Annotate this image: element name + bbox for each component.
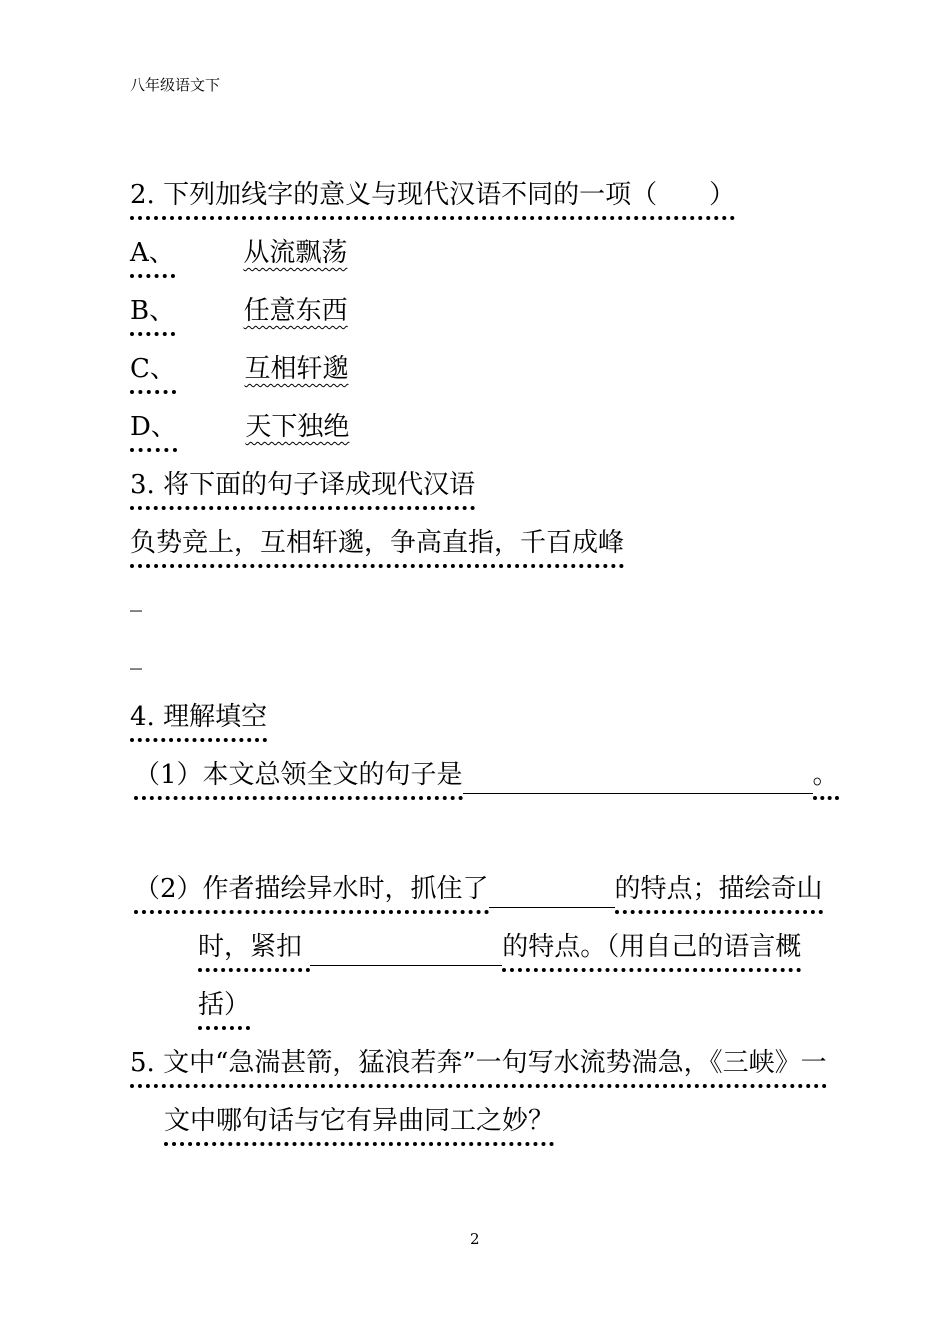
question-2-text: 2. 下列加线字的意义与现代汉语不同的一项（ ） — [130, 180, 735, 220]
question-4-text: 4. 理解填空 — [130, 702, 267, 742]
question-4-part-2-line-1 — [134, 872, 823, 908]
part-2-prompt-1: （2）作者描绘异水时，抓住了 — [134, 874, 489, 914]
part-1-period: 。 — [813, 760, 839, 800]
page-header: 八年级语文下 — [130, 76, 221, 94]
question-5-line-2 — [164, 1104, 554, 1138]
option-b — [130, 294, 348, 328]
part-2-mountain-blank[interactable] — [310, 939, 502, 966]
question-5-text-1: 5. 文中“急湍甚箭，猛浪若奔”一句写水流势湍急，《三峡》一 — [130, 1048, 827, 1088]
option-c-label: C、 — [130, 354, 176, 394]
question-4-part-2-line-2 — [198, 930, 801, 966]
part-2-prompt-2: 的特点；描绘奇山 — [615, 874, 823, 914]
question-2-stem — [130, 178, 735, 212]
option-a — [130, 236, 347, 270]
question-5-text-2: 文中哪句话与它有异曲同工之妙？ — [164, 1106, 554, 1146]
question-5-line-1 — [130, 1046, 827, 1080]
option-a-label: A、 — [130, 238, 175, 278]
classical-sentence: 负势竞上，互相轩邈，争高直指，千百成峰 — [130, 528, 624, 568]
option-d-text: 天下独绝 — [245, 412, 350, 442]
question-4-part-2-line-3 — [198, 988, 250, 1022]
question-3-text: 3. 将下面的句子译成现代汉语 — [130, 470, 475, 510]
part-1-answer-blank[interactable] — [463, 767, 813, 794]
part-2-prompt-5: 括） — [198, 990, 250, 1030]
answer-mark-1: _ — [130, 584, 142, 612]
part-1-prompt: （1）本文总领全文的句子是 — [134, 760, 463, 800]
option-d — [130, 410, 349, 444]
question-3-stem — [130, 468, 475, 502]
question-3-sentence — [130, 526, 624, 560]
option-d-label: D、 — [130, 412, 177, 452]
question-4-stem — [130, 700, 267, 734]
answer-mark-2: _ — [130, 642, 142, 670]
part-2-prompt-4: 的特点。（用自己的语言概 — [502, 932, 801, 972]
option-c — [130, 352, 348, 386]
part-2-prompt-3: 时，紧扣 — [198, 932, 310, 972]
option-b-text: 任意东西 — [243, 296, 348, 326]
question-4-part-1 — [134, 758, 839, 794]
part-2-water-blank[interactable] — [489, 881, 615, 908]
page-number: 2 — [470, 1230, 480, 1248]
option-c-text: 互相轩邈 — [244, 354, 349, 384]
option-b-label: B、 — [130, 296, 175, 336]
option-a-text: 从流飘荡 — [243, 238, 348, 268]
